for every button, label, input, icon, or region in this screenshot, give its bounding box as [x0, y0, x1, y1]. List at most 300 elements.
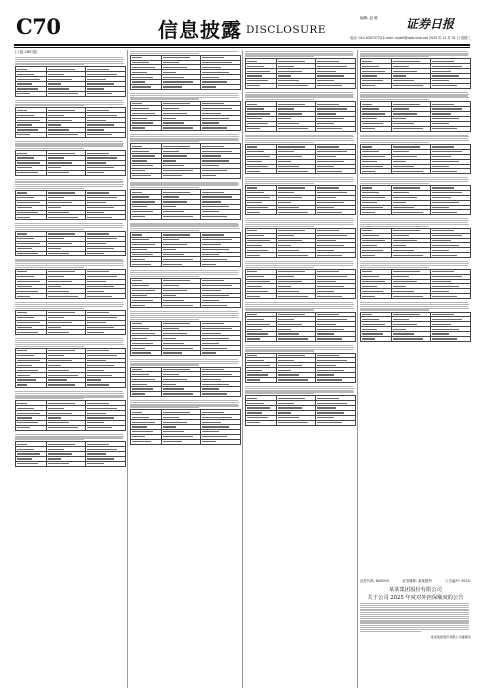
table-cell — [161, 351, 201, 356]
cell-text — [48, 134, 78, 135]
cell-text — [393, 151, 409, 152]
contact-line: 电话: 010-63070774 E-mail: zqrb9@zqrb.sina.net 2025 年 12 月 31 日 星期三 — [350, 36, 471, 40]
cell-text — [48, 365, 62, 366]
table-cell — [246, 83, 277, 88]
cell-text — [17, 233, 27, 234]
cell-text — [202, 160, 229, 161]
cell-text — [432, 128, 456, 129]
cell-text — [278, 85, 308, 86]
cell-text — [247, 187, 257, 188]
cell-text — [278, 271, 305, 272]
cell-text — [362, 235, 379, 236]
cell-text — [202, 81, 226, 82]
cell-text — [393, 338, 423, 339]
cell-text — [87, 115, 117, 116]
column-4 — [360, 50, 471, 536]
cell-text — [247, 75, 262, 76]
cell-text — [247, 71, 270, 72]
cell-text — [247, 407, 270, 408]
data-table — [360, 144, 471, 174]
cell-text — [87, 384, 109, 385]
cell-text — [393, 128, 423, 129]
cell-text — [163, 160, 177, 161]
table-row — [246, 377, 356, 382]
cell-text — [362, 151, 379, 152]
cell-text — [17, 449, 34, 450]
cell-text — [48, 192, 75, 193]
cell-text — [393, 108, 409, 109]
cell-text — [132, 412, 142, 413]
cell-text — [432, 61, 454, 62]
cell-text — [132, 146, 142, 147]
cell-text — [202, 192, 224, 193]
text-line — [130, 319, 199, 320]
cell-text — [432, 207, 448, 208]
cell-text — [432, 123, 448, 124]
cell-text — [278, 80, 300, 81]
cell-text — [202, 343, 218, 344]
cell-text — [393, 235, 409, 236]
cell-text — [87, 217, 111, 218]
cell-text — [87, 202, 106, 203]
text-line — [360, 309, 429, 310]
table-row — [246, 420, 356, 425]
cell-text — [163, 338, 177, 339]
cell-text — [247, 230, 257, 231]
cell-text — [202, 239, 232, 240]
cell-text — [132, 300, 153, 301]
cell-text — [278, 240, 302, 241]
cell-text — [278, 319, 294, 320]
table-row — [361, 253, 471, 258]
cell-text — [247, 245, 262, 246]
table-cell — [131, 85, 162, 90]
cell-text — [163, 86, 182, 87]
table-cell — [86, 294, 126, 299]
cell-text — [17, 134, 30, 135]
cell-text — [202, 431, 218, 432]
cell-text — [362, 85, 375, 86]
cell-text — [393, 123, 415, 124]
cell-text — [87, 197, 117, 198]
cell-text — [17, 453, 40, 454]
cell-text — [278, 338, 308, 339]
cell-text — [247, 80, 268, 81]
cell-text — [202, 285, 232, 286]
cell-text — [278, 412, 292, 413]
cell-text — [163, 264, 182, 265]
table-cell — [86, 425, 126, 430]
cell-text — [432, 281, 451, 282]
cell-text — [17, 355, 34, 356]
cell-text — [317, 398, 339, 399]
data-table — [130, 367, 241, 397]
cell-text — [202, 146, 224, 147]
text-line — [360, 142, 429, 143]
cell-text — [132, 338, 147, 339]
cell-text — [393, 166, 415, 167]
cell-text — [132, 441, 151, 442]
data-table — [245, 228, 356, 258]
table-cell — [161, 126, 201, 131]
cell-text — [87, 83, 114, 84]
cell-text — [163, 422, 187, 423]
cell-text — [163, 384, 177, 385]
table-row — [131, 262, 241, 267]
cell-text — [132, 323, 142, 324]
cell-text — [17, 202, 40, 203]
cell-text — [247, 66, 264, 67]
cell-text — [317, 250, 333, 251]
cell-text — [17, 296, 30, 297]
cell-text — [317, 235, 347, 236]
cell-text — [17, 253, 38, 254]
table-cell — [161, 262, 201, 267]
cell-text — [48, 115, 64, 116]
table-row — [246, 337, 356, 342]
cell-text — [202, 352, 216, 353]
cell-text — [317, 319, 347, 320]
cell-text — [393, 104, 420, 105]
table-cell — [131, 214, 162, 219]
table-cell — [246, 294, 277, 299]
cell-text — [362, 286, 377, 287]
data-table — [15, 441, 126, 466]
cell-text — [247, 104, 257, 105]
cell-text — [17, 93, 30, 94]
table-cell — [361, 294, 392, 299]
table-row — [131, 392, 241, 397]
cell-text — [247, 329, 262, 330]
data-table — [245, 101, 356, 131]
cell-text — [202, 254, 218, 255]
table-cell — [16, 294, 47, 299]
cell-text — [87, 422, 103, 423]
text-line — [130, 407, 199, 408]
cell-text — [393, 207, 415, 208]
table-row — [16, 383, 126, 388]
cell-text — [17, 365, 32, 366]
cell-text — [48, 120, 72, 121]
text-line — [15, 105, 84, 106]
cell-text — [432, 108, 462, 109]
cell-text — [362, 271, 372, 272]
cell-text — [317, 333, 333, 334]
table-cell — [46, 383, 86, 388]
cell-text — [163, 196, 179, 197]
cell-text — [432, 192, 462, 193]
disclosure-item — [245, 135, 356, 175]
cell-text — [362, 324, 385, 325]
cell-text — [163, 441, 182, 442]
table-cell — [46, 215, 86, 220]
cell-text — [48, 93, 78, 94]
cell-text — [202, 127, 226, 128]
column-2 — [130, 50, 241, 688]
cell-text — [17, 379, 36, 380]
data-table — [245, 353, 356, 383]
cell-text — [87, 296, 111, 297]
text-line — [15, 64, 84, 65]
cell-text — [132, 393, 145, 394]
table-cell — [131, 126, 162, 131]
table-cell — [246, 337, 277, 342]
table-cell — [201, 214, 241, 219]
table-row — [361, 169, 471, 174]
disclosure-item — [360, 177, 471, 215]
cell-text — [202, 234, 224, 235]
cell-text — [317, 360, 347, 361]
cell-text — [48, 444, 75, 445]
disclosure-item — [245, 92, 356, 132]
cell-text — [163, 426, 177, 427]
cell-text — [202, 393, 226, 394]
cell-text — [202, 280, 224, 281]
cell-text — [48, 449, 64, 450]
cell-text — [87, 327, 114, 328]
cell-text — [17, 458, 32, 459]
cell-text — [48, 458, 62, 459]
cell-text — [278, 250, 300, 251]
cell-text — [247, 286, 262, 287]
cell-text — [247, 374, 268, 375]
disclosure-item — [15, 302, 126, 335]
cell-text — [317, 207, 333, 208]
cell-text — [317, 128, 341, 129]
cell-text — [132, 113, 155, 114]
cell-text — [393, 319, 409, 320]
cell-text — [362, 118, 377, 119]
table-cell — [391, 169, 431, 174]
cell-text — [202, 300, 218, 301]
text-line — [245, 267, 314, 268]
cell-text — [202, 348, 226, 349]
cell-text — [132, 348, 145, 349]
cell-text — [247, 417, 268, 418]
cell-text — [317, 365, 336, 366]
cell-text — [432, 85, 456, 86]
table-cell — [131, 439, 162, 444]
cell-text — [87, 370, 103, 371]
data-table — [15, 231, 126, 256]
cell-text — [247, 235, 264, 236]
cell-text — [132, 216, 145, 217]
cell-text — [17, 312, 27, 313]
cell-text — [317, 66, 347, 67]
table-cell — [361, 169, 392, 174]
cell-text — [393, 71, 417, 72]
cell-text — [163, 211, 185, 212]
table-row — [16, 294, 126, 299]
cell-text — [87, 134, 111, 135]
cell-text — [163, 170, 193, 171]
table-cell — [391, 337, 431, 342]
cell-text — [87, 248, 114, 249]
cell-text — [247, 108, 264, 109]
cell-text — [278, 128, 308, 129]
cell-text — [247, 379, 260, 380]
cell-text — [278, 276, 294, 277]
cell-text — [48, 317, 64, 318]
table-row — [361, 126, 471, 131]
cell-text — [87, 291, 103, 292]
cell-text — [432, 161, 459, 162]
table-cell — [86, 383, 126, 388]
cell-text — [163, 374, 179, 375]
cell-text — [317, 202, 344, 203]
table-cell — [246, 253, 277, 258]
cell-text — [317, 338, 341, 339]
cell-text — [202, 113, 221, 114]
cell-text — [317, 422, 341, 423]
cell-text — [278, 104, 305, 105]
cell-text — [278, 314, 305, 315]
cell-text — [202, 374, 232, 375]
cell-text — [48, 312, 75, 313]
cell-text — [393, 85, 423, 86]
cell-text — [87, 281, 106, 282]
cell-text — [163, 81, 193, 82]
table-cell — [131, 392, 162, 397]
cell-text — [87, 449, 117, 450]
table-cell — [391, 294, 431, 299]
cell-text — [17, 153, 27, 154]
table-cell — [201, 126, 241, 131]
cell-text — [247, 128, 260, 129]
data-table — [130, 143, 241, 178]
cell-text — [278, 66, 294, 67]
cell-text — [202, 151, 232, 152]
cell-text — [87, 271, 109, 272]
table-cell — [201, 351, 241, 356]
cell-text — [247, 118, 262, 119]
text-line — [245, 142, 314, 143]
cell-text — [17, 115, 34, 116]
cell-text — [48, 124, 62, 125]
cell-text — [132, 127, 145, 128]
cell-text — [202, 388, 218, 389]
cell-text — [432, 271, 454, 272]
cell-text — [202, 426, 229, 427]
table-cell — [316, 377, 356, 382]
cell-text — [163, 165, 185, 166]
table-cell — [201, 392, 241, 397]
table-cell — [246, 126, 277, 131]
table-cell — [431, 169, 471, 174]
cell-text — [48, 332, 70, 333]
cell-text — [202, 57, 224, 58]
cell-text — [432, 296, 456, 297]
cell-text — [278, 403, 294, 404]
cell-text — [132, 259, 145, 260]
table-cell — [201, 173, 241, 178]
cell-text — [393, 329, 407, 330]
table-cell — [161, 303, 201, 308]
cell-text — [202, 196, 232, 197]
cell-text — [317, 370, 344, 371]
cell-text — [393, 192, 409, 193]
cell-text — [48, 384, 75, 385]
cell-text — [48, 238, 64, 239]
cell-text — [247, 192, 264, 193]
cell-text — [87, 375, 111, 376]
cell-text — [87, 286, 114, 287]
cell-text — [163, 352, 182, 353]
cell-text — [48, 253, 70, 254]
cell-text — [132, 422, 155, 423]
table-cell — [46, 330, 86, 335]
table-row — [16, 215, 126, 220]
cell-text — [132, 170, 145, 171]
cell-text — [278, 151, 294, 152]
cell-text — [317, 192, 347, 193]
table-cell — [276, 253, 316, 258]
cell-text — [87, 157, 117, 158]
cell-text — [278, 255, 308, 256]
cell-text — [132, 196, 149, 197]
cell-text — [317, 255, 341, 256]
cell-text — [163, 431, 185, 432]
disclosure-item — [15, 100, 126, 138]
cell-text — [132, 295, 147, 296]
cell-text — [87, 233, 109, 234]
cell-text — [202, 77, 218, 78]
cell-text — [163, 417, 179, 418]
cell-text — [17, 79, 40, 80]
cell-text — [432, 329, 459, 330]
cell-text — [393, 230, 420, 231]
cell-text — [317, 85, 341, 86]
cell-text — [87, 124, 114, 125]
cell-text — [393, 66, 409, 67]
cell-text — [432, 235, 462, 236]
cell-text — [432, 80, 448, 81]
cell-text — [132, 249, 147, 250]
table-cell — [16, 383, 47, 388]
cell-text — [132, 244, 155, 245]
cell-text — [202, 323, 224, 324]
cell-text — [362, 333, 383, 334]
cell-text — [132, 234, 142, 235]
cell-text — [132, 62, 149, 63]
table-row — [131, 439, 241, 444]
data-table — [245, 269, 356, 299]
cell-text — [163, 57, 190, 58]
cell-text — [278, 207, 300, 208]
cell-text — [432, 338, 456, 339]
cell-text — [17, 157, 34, 158]
cell-text — [317, 417, 333, 418]
table-row — [246, 210, 356, 215]
disclosure-item — [245, 386, 356, 426]
cell-text — [247, 338, 260, 339]
cell-text — [48, 276, 64, 277]
cell-text — [202, 206, 229, 207]
cell-text — [132, 239, 149, 240]
column-1 — [15, 50, 126, 688]
cell-text — [132, 280, 142, 281]
cell-text — [132, 57, 142, 58]
text-line — [360, 226, 429, 227]
cell-text — [132, 305, 145, 306]
cell-text — [317, 329, 344, 330]
cell-text — [87, 93, 111, 94]
cell-text — [247, 85, 260, 86]
cell-text — [132, 285, 149, 286]
table-cell — [161, 85, 201, 90]
cell-text — [202, 328, 232, 329]
cell-text — [317, 286, 344, 287]
